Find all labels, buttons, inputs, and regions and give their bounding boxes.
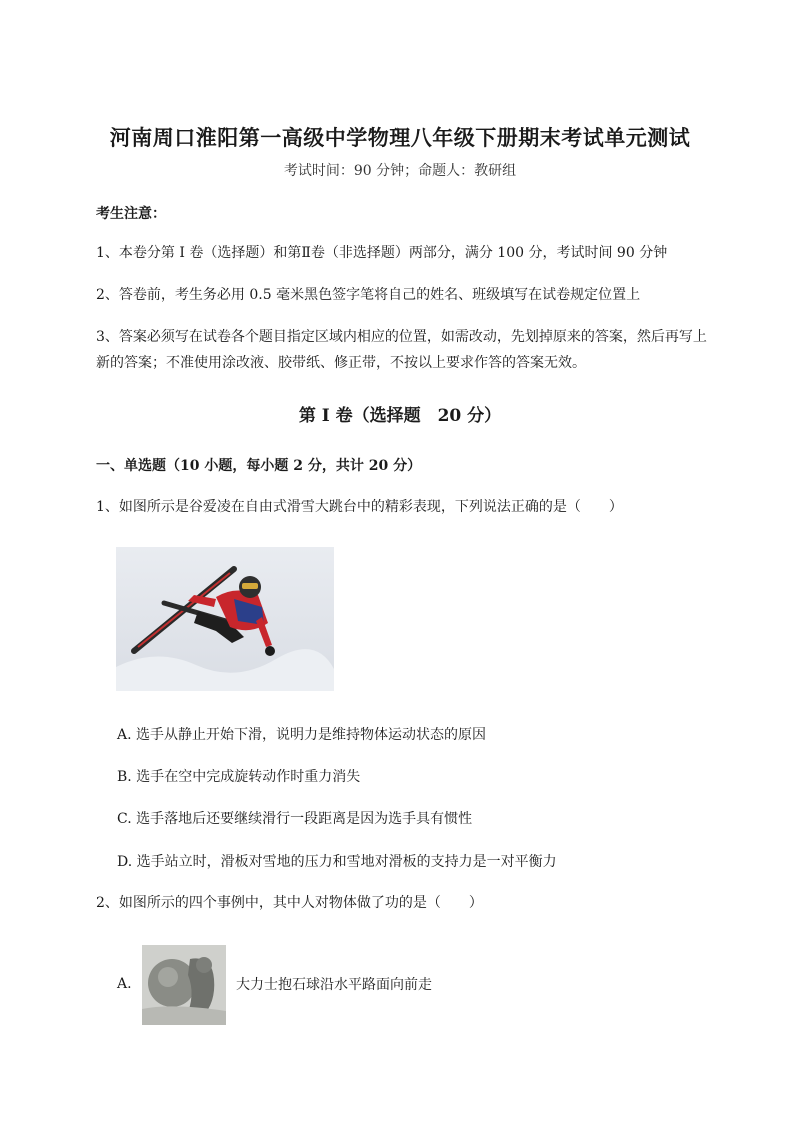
question-1-option-a: A. 选手从静止开始下滑，说明力是维持物体运动状态的原因	[117, 727, 487, 743]
notice-item-3: 3、答案必须写在试卷各个题目指定区域内相应的位置，如需改动，先划掉原来的答案，然后再写上新的答案；不准使用涂改液、胶带纸、修正带，不按以上要求作答的答案无效。	[96, 329, 707, 371]
exam-subtitle: 考试时间：90 分钟；命题人：教研组	[283, 163, 517, 179]
question-2-stem: 2、如图所示的四个事例中，其中人对物体做了功的是（ ）	[96, 895, 483, 911]
question-2-option-a-letter: A.	[117, 976, 132, 992]
stone-ball-photo	[142, 945, 226, 1025]
question-1-option-c: C. 选手落地后还要继续滑行一段距离是因为选手具有惯性	[117, 811, 473, 827]
skier-photo	[116, 547, 334, 691]
question-1-option-d: D. 选手站立时，滑板对雪地的压力和雪地对滑板的支持力是一对平衡力	[117, 854, 557, 870]
question-2-option-a-text: 大力士抱石球沿水平路面向前走	[236, 977, 432, 993]
page-title: 河南周口淮阳第一高级中学物理八年级下册期末考试单元测试	[109, 125, 691, 150]
section-title: 第 I 卷（选择题 20 分）	[298, 406, 502, 426]
question-group-heading: 一、单选题（10 小题，每小题 2 分，共计 20 分）	[96, 458, 422, 474]
notice-heading: 考生注意：	[96, 206, 166, 222]
question-1-option-b: B. 选手在空中完成旋转动作时重力消失	[117, 769, 361, 785]
question-1-stem: 1、如图所示是谷爱凌在自由式滑雪大跳台中的精彩表现，下列说法正确的是（ ）	[96, 499, 623, 515]
notice-item-1: 1、本卷分第 I 卷（选择题）和第Ⅱ卷（非选择题）两部分，满分 100 分，考试时间 90 分钟	[96, 245, 668, 261]
notice-item-2: 2、答卷前，考生务必用 0.5 毫米黑色签字笔将自己的姓名、班级填写在试卷规定位置上	[96, 287, 641, 303]
